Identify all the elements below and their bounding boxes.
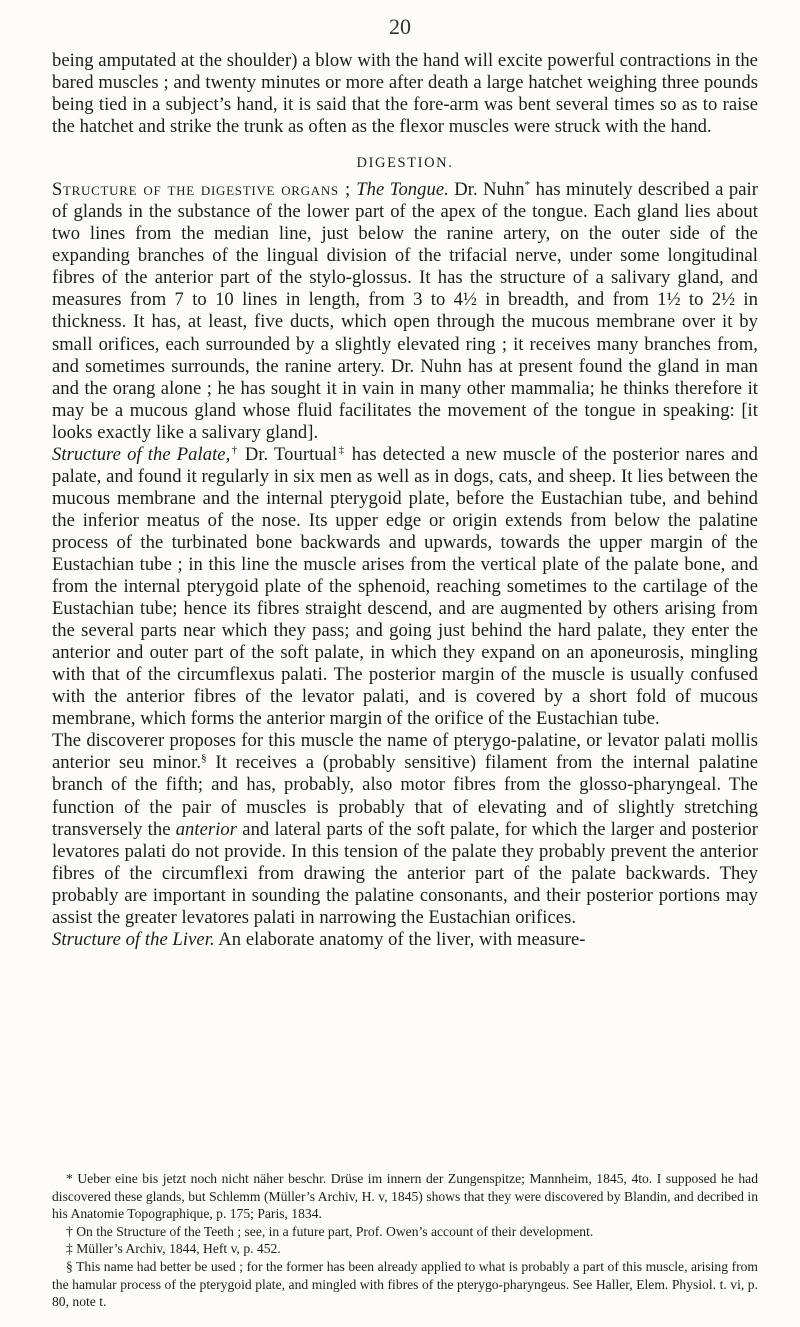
liver-title: Structure of the Liver.	[52, 928, 215, 950]
tongue-text-b: has minutely described a pair of glands in the substance of the lower part of the apex of the tongue. Each gland lies about two lines from the median line, just below the ranine artery, on the outer side of the expanding branches of the lingual division of the trifacial nerve, under some longitudinal fibres of the anterior part of the stylo-glossus. It has the structure of a salivary gland, and measures from 7 to 10 lines in length, from 3 to 4½ in breadth, and from 1½ to 2½ in thickness. It has, at least, five ducts, which open through the mucous membrane over it by small orifices, each surrounded by a slightly elevated ring ; it receives many branches from, and sometimes surrounds, the ranine artery. Dr. Nuhn has at present found the gland in man and the orang alone ; he has sought it in vain in many other mammalia; he thinks therefore it may be a mucous gland whose fluid facilitates the movement of the tongue in speaking: [it looks exactly like a salivary gland].	[52, 179, 758, 443]
main-text	[52, 50, 758, 951]
footnotes	[52, 1170, 758, 1311]
tongue-text-a: Dr. Nuhn	[448, 179, 525, 201]
palate-text-c: The discoverer proposes for this muscle the name of pterygo-palatine, or levator palati mollis anterior seu minor.	[52, 730, 758, 774]
footnote: § This name had better be used ; for the former has been already applied to what is probably a part of this muscle, arising from the hamular process of the pterygoid plate, and mingled with fibres of the pterygo-pharyngeus. See Haller, Elem. Physiol. t. vi, p. 80, note t.	[52, 1258, 758, 1310]
footnote-ref-dagger: †	[230, 443, 239, 456]
footnote-ref-star: *	[524, 179, 531, 191]
palate-text-a: Dr. Tourtual	[238, 443, 338, 465]
intro-paragraph: being amputated at the shoulder) a blow with the hand will excite powerful contractions in the bared muscles ; and twenty minutes or more after death a large hatchet weighing three pounds being tied in a subject’s hand, it is said that the fore-arm was bent several times so as to raise the hatchet and strike the trunk as often as the flexor muscles were struck with the hand.	[52, 50, 758, 138]
liver-paragraph	[52, 929, 758, 951]
footnote: † On the Structure of the Teeth ; see, in a future part, Prof. Owen’s account of their development.	[66, 1223, 594, 1239]
liver-text: An elaborate anatomy of the liver, with measure-	[214, 928, 586, 950]
page-number: 20	[389, 14, 411, 39]
footnote-ref-double-dagger: ‡	[337, 443, 346, 456]
palate-paragraph	[52, 444, 758, 731]
palate-text-e: and lateral parts of the soft palate, for which the larger and posterior levatores palati do not provide. In this tension of the palate they probably prevent the anterior fibres of the circumflexi from drawing the anterior part of the palate backwards. They probably are important in sounding the palatine consonants, and their posterior portions may assist the greater levatores palati in narrowing the Eustachian orifices.	[52, 818, 758, 928]
footnote-ref-section: §	[201, 752, 207, 765]
tongue-lead: Structure of the digestive organs ;	[52, 179, 351, 201]
footnote: * Ueber eine bis jetzt noch nicht näher beschr. Drüse im innern der Zungenspitze; Mannheim, 1845, 4to. I supposed he had discovered these glands, but Schlemm (Müller’s Archiv, H. v, 1845) shows that they were discovered by Blandin, and decribed in his Anatomie Topographique, p. 175; Paris, 1834.	[52, 1171, 758, 1222]
palate-text-d: It receives a (probably sensitive) filament from the internal palatine branch of the fifth; and has, probably, also motor fibres from the glosso-pharyngeal. The function of the pair of muscles is probably that of elevating and of slightly stretching transversely the	[52, 752, 759, 840]
tongue-paragraph	[52, 179, 758, 444]
section-heading: DIGESTION.	[356, 155, 454, 172]
palate-emphasis: anterior	[175, 818, 238, 840]
footnote: ‡ Müller’s Archiv, 1844, Heft v, p. 452.	[66, 1241, 281, 1257]
tongue-title: The Tongue.	[356, 179, 449, 201]
palate-text-b: has detected a new muscle of the posterior nares and palate, and found it regularly in six men as well as in dogs, cats, and sheep. It lies between the mucous membrane and the internal pterygoid plate, before the Eustachian tube, and behind the inferior meatus of the nose. Its upper edge or origin extends from below the palatine process of the turbinated bone backwards and upwards, towards the upper margin of the Eustachian tube ; in this line the muscle arises from the vertical plate of the palate bone, and from the internal pterygoid plate of the sphenoid, reaching sometimes to the cartilage of the Eustachian tube; hence its fibres straight descend, and are augmented by others arising from the several parts near which they pass; and going just behind the hard palate, they enter the anterior and outer part of the soft palate, in which they expand on an aponeurosis, mingling with that of the circumflexus palati. The posterior margin of the muscle is usually confused with the anterior fibres of the levator palati, and is covered by a short fold of mucous membrane, which forms the anterior margin of the orifice of the Eustachian tube.	[52, 443, 758, 730]
palate-title: Structure of the Palate,	[52, 443, 231, 465]
palate-paragraph-2	[52, 730, 758, 928]
